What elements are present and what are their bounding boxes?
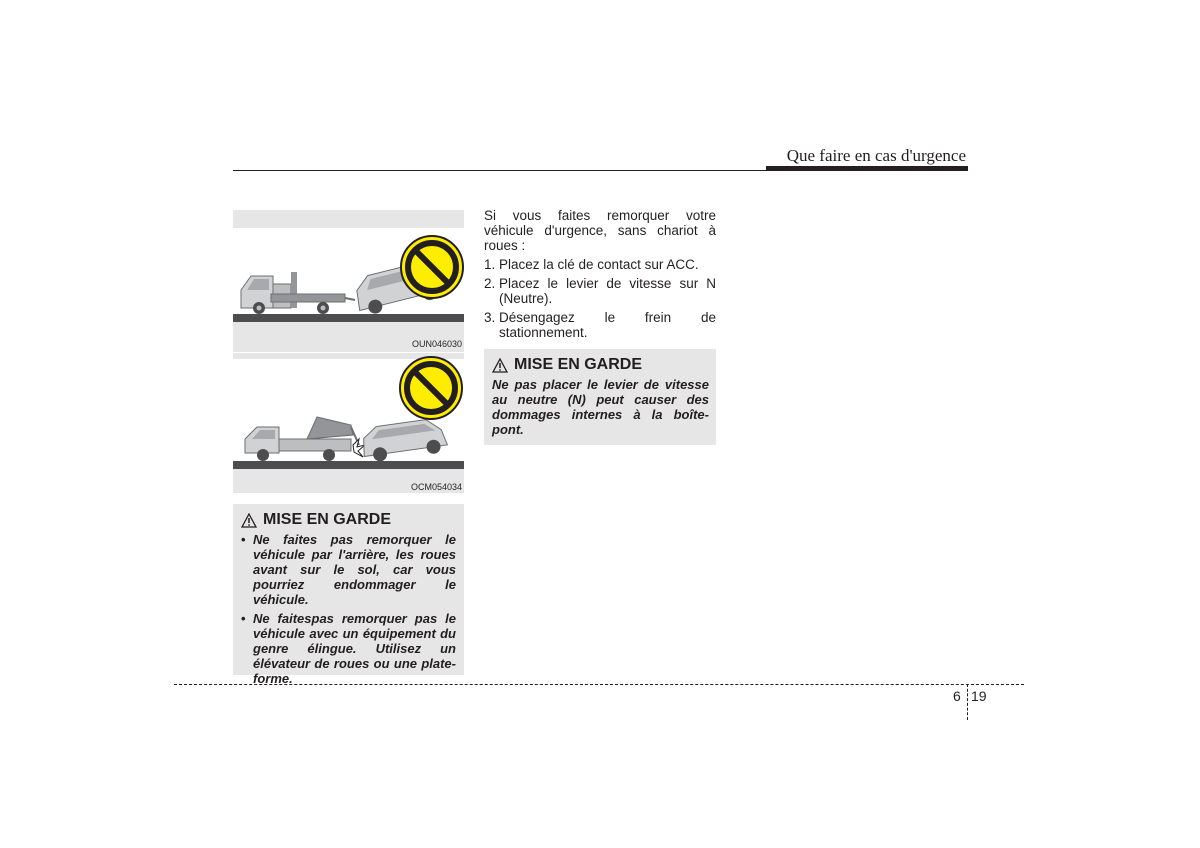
step-number: 3. <box>484 310 496 325</box>
list-item: • Ne faites pas remorquer le véhicule par l'arrière, les roues avant sur le sol, car vous pourriez endommager le véhicule. <box>241 532 456 607</box>
footer-dashed-rule <box>174 684 1024 685</box>
tow-truck-illustration-2 <box>233 353 464 493</box>
step-text: Désengagez le frein de stationnement. <box>499 310 716 340</box>
list-item <box>484 276 716 306</box>
warning-title-text: MISE EN GARDE <box>514 356 643 373</box>
warning-title <box>492 356 709 374</box>
intro-paragraph: Si vous faites remorquer votre véhicule d'urgence, sans chariot à roues : <box>484 208 716 253</box>
list-item: • Ne faitespas remorquer pas le véhicule avec un équipement du genre élingue. Utilisez un élévateur de roues ou une plate-forme. <box>241 611 456 686</box>
warning-title-text: MISE EN GARDE <box>263 511 392 528</box>
warning-triangle-icon <box>492 358 508 373</box>
chapter-number: 6 <box>953 688 961 704</box>
step-text: Placez le levier de vitesse sur N (Neutre). <box>499 276 716 306</box>
step-number: 2. <box>484 276 496 291</box>
step-number: 1. <box>484 257 496 272</box>
warning-triangle-icon <box>241 513 257 528</box>
tow-truck-illustration-1 <box>233 210 464 352</box>
warning-text: Ne pas placer le levier de vitesse au neutre (N) peut causer des dommages internes à la boîte-pont. <box>492 377 709 437</box>
step-text: Placez la clé de contact sur ACC. <box>499 257 699 272</box>
warning-box-right <box>484 349 716 445</box>
warning-title <box>241 511 456 529</box>
body-text <box>484 208 716 340</box>
footer-page-divider <box>967 684 968 720</box>
list-item <box>484 310 716 340</box>
figure-code: OCM054034 <box>410 482 462 492</box>
figure-code: OUN046030 <box>411 339 462 349</box>
header-bar <box>766 166 968 171</box>
figure-towing-sling <box>233 353 464 493</box>
header-title: Que faire en cas d'urgence <box>786 146 966 165</box>
figure-towing-rear <box>233 210 464 352</box>
header-rule <box>233 170 768 171</box>
warning-bullet-text: Ne faites pas remorquer le véhicule par l'arrière, les roues avant sur le sol, car vous pourriez endommager le véhicule. <box>253 532 456 607</box>
page-number: 19 <box>971 688 987 704</box>
warning-box-left <box>233 504 464 686</box>
list-item <box>484 257 716 272</box>
warning-bullet-text: Ne faitespas remorquer pas le véhicule avec un équipement du genre élingue. Utilisez un élévateur de roues ou une plate-forme. <box>253 611 456 686</box>
